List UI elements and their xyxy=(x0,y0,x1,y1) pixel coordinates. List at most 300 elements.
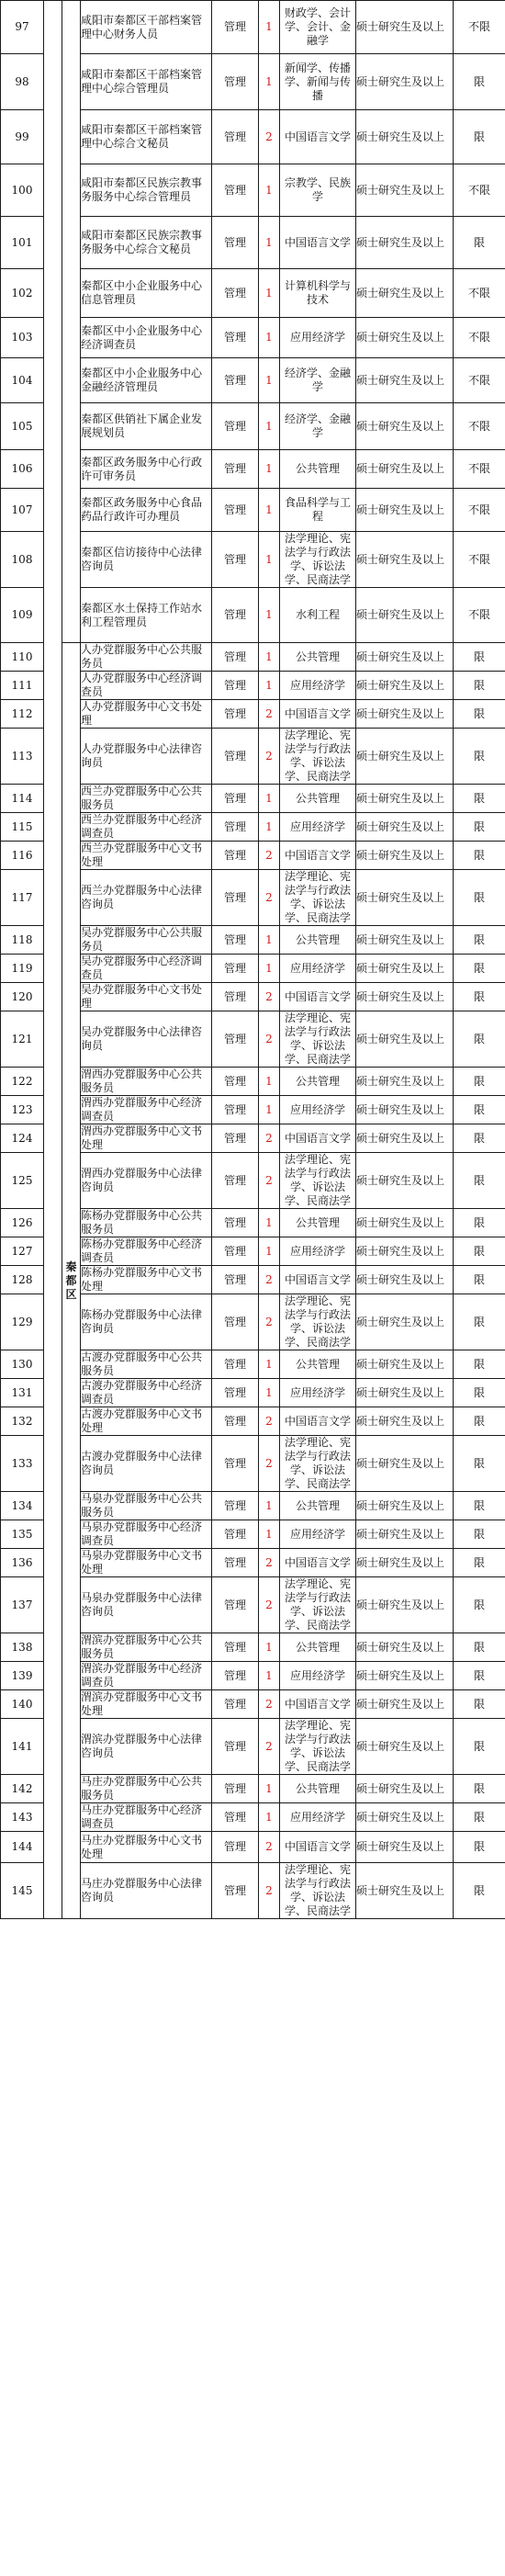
hiring-count-cell: 1 xyxy=(259,955,280,983)
position-type-cell: 管理 xyxy=(212,1068,259,1096)
major-requirement-cell: 中国语言文学 xyxy=(280,1549,356,1577)
hiring-count-cell: 2 xyxy=(259,1549,280,1577)
major-requirement-cell: 应用经济学 xyxy=(280,1520,356,1549)
hiring-count-cell: 1 xyxy=(259,318,280,358)
position-type-cell: 管理 xyxy=(212,1436,259,1492)
hiring-count-cell: 1 xyxy=(259,1209,280,1237)
position-name-cell: 咸阳市秦都区民族宗教事务服务中心综合文秘员 xyxy=(81,217,212,269)
restriction-cell: 不限 xyxy=(454,164,505,217)
hiring-count-cell: 1 xyxy=(259,1379,280,1407)
degree-requirement-cell: 硕士研究生及以上 xyxy=(356,217,454,269)
restriction-cell: 限 xyxy=(454,1436,505,1492)
hiring-count-cell: 1 xyxy=(259,1662,280,1690)
major-requirement-cell: 公共管理 xyxy=(280,1492,356,1520)
degree-requirement-cell: 硕士研究生及以上 xyxy=(356,1775,454,1803)
row-number-cell: 114 xyxy=(1,785,44,813)
position-name-cell: 人办党群服务中心文书处理 xyxy=(81,700,212,729)
position-name-cell: 秦都区政务服务中心食品药品行政许可办理员 xyxy=(81,489,212,532)
hiring-count-cell: 1 xyxy=(259,1237,280,1266)
restriction-cell: 不限 xyxy=(454,1,505,54)
degree-requirement-cell: 硕士研究生及以上 xyxy=(356,269,454,318)
hiring-count-cell: 1 xyxy=(259,672,280,700)
restriction-cell: 限 xyxy=(454,1011,505,1068)
position-type-cell: 管理 xyxy=(212,1690,259,1719)
major-requirement-cell: 应用经济学 xyxy=(280,813,356,842)
restriction-cell: 限 xyxy=(454,217,505,269)
position-type-cell: 管理 xyxy=(212,955,259,983)
position-name-cell: 秦都区中小企业服务中心金融经济管理员 xyxy=(81,358,212,403)
major-requirement-cell: 应用经济学 xyxy=(280,1379,356,1407)
degree-requirement-cell: 硕士研究生及以上 xyxy=(356,1492,454,1520)
major-requirement-cell: 应用经济学 xyxy=(280,1662,356,1690)
hiring-count-cell: 1 xyxy=(259,489,280,532)
degree-requirement-cell: 硕士研究生及以上 xyxy=(356,450,454,489)
row-number-cell: 118 xyxy=(1,926,44,955)
position-name-cell: 陈杨办党群服务中心公共服务员 xyxy=(81,1209,212,1237)
hiring-count-cell: 1 xyxy=(259,532,280,588)
row-number-cell: 119 xyxy=(1,955,44,983)
degree-requirement-cell: 硕士研究生及以上 xyxy=(356,1407,454,1436)
degree-requirement-cell: 硕士研究生及以上 xyxy=(356,1662,454,1690)
row-number-cell: 120 xyxy=(1,983,44,1011)
row-number-cell: 109 xyxy=(1,588,44,643)
position-name-cell: 陈杨办党群服务中心法律咨询员 xyxy=(81,1294,212,1350)
hiring-count-cell: 2 xyxy=(259,983,280,1011)
row-number-cell: 143 xyxy=(1,1803,44,1832)
restriction-cell: 限 xyxy=(454,110,505,164)
row-number-cell: 129 xyxy=(1,1294,44,1350)
position-type-cell: 管理 xyxy=(212,1350,259,1379)
major-requirement-cell: 中国语言文学 xyxy=(280,217,356,269)
row-number-cell: 124 xyxy=(1,1124,44,1153)
hiring-count-cell: 1 xyxy=(259,813,280,842)
major-requirement-cell: 水利工程 xyxy=(280,588,356,643)
major-requirement-cell: 公共管理 xyxy=(280,1350,356,1379)
position-name-cell: 渭滨办党群服务中心文书处理 xyxy=(81,1690,212,1719)
blank-column-cell xyxy=(44,1,62,1919)
hiring-count-cell: 2 xyxy=(259,1153,280,1209)
degree-requirement-cell: 硕士研究生及以上 xyxy=(356,785,454,813)
position-type-cell: 管理 xyxy=(212,1,259,54)
major-requirement-cell: 宗教学、民族学 xyxy=(280,164,356,217)
degree-requirement-cell: 硕士研究生及以上 xyxy=(356,1719,454,1775)
position-name-cell: 人办党群服务中心公共服务员 xyxy=(81,643,212,672)
restriction-cell: 限 xyxy=(454,1690,505,1719)
restriction-cell: 限 xyxy=(454,1719,505,1775)
row-number-cell: 127 xyxy=(1,1237,44,1266)
restriction-cell: 限 xyxy=(454,1124,505,1153)
position-name-cell: 秦都区中小企业服务中心信息管理员 xyxy=(81,269,212,318)
position-type-cell: 管理 xyxy=(212,588,259,643)
position-type-cell: 管理 xyxy=(212,1294,259,1350)
hiring-count-cell: 1 xyxy=(259,269,280,318)
position-type-cell: 管理 xyxy=(212,1096,259,1124)
hiring-count-cell: 2 xyxy=(259,1690,280,1719)
restriction-cell: 限 xyxy=(454,870,505,926)
position-name-cell: 西兰办党群服务中心公共服务员 xyxy=(81,785,212,813)
position-name-cell: 吴办党群服务中心文书处理 xyxy=(81,983,212,1011)
hiring-count-cell: 2 xyxy=(259,1124,280,1153)
degree-requirement-cell: 硕士研究生及以上 xyxy=(356,1436,454,1492)
degree-requirement-cell: 硕士研究生及以上 xyxy=(356,403,454,450)
row-number-cell: 138 xyxy=(1,1633,44,1662)
row-number-cell: 128 xyxy=(1,1266,44,1294)
hiring-count-cell: 1 xyxy=(259,588,280,643)
restriction-cell: 限 xyxy=(454,54,505,110)
restriction-cell: 限 xyxy=(454,1549,505,1577)
row-number-cell: 144 xyxy=(1,1832,44,1863)
degree-requirement-cell: 硕士研究生及以上 xyxy=(356,1832,454,1863)
position-name-cell: 渭西办党群服务中心经济调查员 xyxy=(81,1096,212,1124)
degree-requirement-cell: 硕士研究生及以上 xyxy=(356,1,454,54)
position-type-cell: 管理 xyxy=(212,403,259,450)
degree-requirement-cell: 硕士研究生及以上 xyxy=(356,358,454,403)
position-name-cell: 陈杨办党群服务中心经济调查员 xyxy=(81,1237,212,1266)
position-name-cell: 咸阳市秦都区民族宗教事务服务中心综合管理员 xyxy=(81,164,212,217)
restriction-cell: 限 xyxy=(454,1294,505,1350)
major-requirement-cell: 法学理论、宪法学与行政法学、诉讼法学、民商法学 xyxy=(280,1436,356,1492)
position-name-cell: 渭西办党群服务中心文书处理 xyxy=(81,1124,212,1153)
position-type-cell: 管理 xyxy=(212,1209,259,1237)
position-name-cell: 咸阳市秦都区干部档案管理中心综合文秘员 xyxy=(81,110,212,164)
degree-requirement-cell: 硕士研究生及以上 xyxy=(356,110,454,164)
restriction-cell: 限 xyxy=(454,1863,505,1919)
restriction-cell: 不限 xyxy=(454,532,505,588)
position-type-cell: 管理 xyxy=(212,672,259,700)
position-type-cell: 管理 xyxy=(212,269,259,318)
degree-requirement-cell: 硕士研究生及以上 xyxy=(356,1803,454,1832)
restriction-cell: 限 xyxy=(454,1775,505,1803)
row-number-cell: 97 xyxy=(1,1,44,54)
position-name-cell: 咸阳市秦都区干部档案管理中心财务人员 xyxy=(81,1,212,54)
restriction-cell: 限 xyxy=(454,1520,505,1549)
position-name-cell: 渭西办党群服务中心法律咨询员 xyxy=(81,1153,212,1209)
row-number-cell: 102 xyxy=(1,269,44,318)
position-name-cell: 人办党群服务中心法律咨询员 xyxy=(81,729,212,785)
major-requirement-cell: 法学理论、宪法学与行政法学、诉讼法学、民商法学 xyxy=(280,1011,356,1068)
major-requirement-cell: 法学理论、宪法学与行政法学、诉讼法学、民商法学 xyxy=(280,1577,356,1633)
restriction-cell: 限 xyxy=(454,1237,505,1266)
degree-requirement-cell: 硕士研究生及以上 xyxy=(356,1153,454,1209)
degree-requirement-cell: 硕士研究生及以上 xyxy=(356,1379,454,1407)
position-type-cell: 管理 xyxy=(212,1803,259,1832)
position-type-cell: 管理 xyxy=(212,1153,259,1209)
restriction-cell: 限 xyxy=(454,1209,505,1237)
degree-requirement-cell: 硕士研究生及以上 xyxy=(356,1209,454,1237)
degree-requirement-cell: 硕士研究生及以上 xyxy=(356,532,454,588)
restriction-cell: 限 xyxy=(454,643,505,672)
position-name-cell: 古渡办党群服务中心公共服务员 xyxy=(81,1350,212,1379)
degree-requirement-cell: 硕士研究生及以上 xyxy=(356,1549,454,1577)
position-type-cell: 管理 xyxy=(212,1633,259,1662)
region-cell-upper xyxy=(62,1,81,643)
row-number-cell: 123 xyxy=(1,1096,44,1124)
row-number-cell: 137 xyxy=(1,1577,44,1633)
degree-requirement-cell: 硕士研究生及以上 xyxy=(356,672,454,700)
row-number-cell: 105 xyxy=(1,403,44,450)
row-number-cell: 130 xyxy=(1,1350,44,1379)
row-number-cell: 134 xyxy=(1,1492,44,1520)
hiring-count-cell: 2 xyxy=(259,870,280,926)
major-requirement-cell: 财政学、会计学、会计、金融学 xyxy=(280,1,356,54)
degree-requirement-cell: 硕士研究生及以上 xyxy=(356,1096,454,1124)
hiring-count-cell: 2 xyxy=(259,1294,280,1350)
major-requirement-cell: 应用经济学 xyxy=(280,955,356,983)
position-type-cell: 管理 xyxy=(212,358,259,403)
row-number-cell: 135 xyxy=(1,1520,44,1549)
degree-requirement-cell: 硕士研究生及以上 xyxy=(356,1011,454,1068)
position-type-cell: 管理 xyxy=(212,1863,259,1919)
row-number-cell: 125 xyxy=(1,1153,44,1209)
major-requirement-cell: 公共管理 xyxy=(280,643,356,672)
hiring-count-cell: 1 xyxy=(259,926,280,955)
row-number-cell: 116 xyxy=(1,842,44,870)
hiring-count-cell: 2 xyxy=(259,700,280,729)
row-number-cell: 131 xyxy=(1,1379,44,1407)
position-type-cell: 管理 xyxy=(212,1775,259,1803)
position-type-cell: 管理 xyxy=(212,532,259,588)
major-requirement-cell: 公共管理 xyxy=(280,926,356,955)
position-type-cell: 管理 xyxy=(212,164,259,217)
position-name-cell: 渭滨办党群服务中心法律咨询员 xyxy=(81,1719,212,1775)
degree-requirement-cell: 硕士研究生及以上 xyxy=(356,588,454,643)
position-type-cell: 管理 xyxy=(212,1832,259,1863)
restriction-cell: 限 xyxy=(454,1350,505,1379)
row-number-cell: 100 xyxy=(1,164,44,217)
degree-requirement-cell: 硕士研究生及以上 xyxy=(356,643,454,672)
restriction-cell: 限 xyxy=(454,1577,505,1633)
row-number-cell: 117 xyxy=(1,870,44,926)
restriction-cell: 限 xyxy=(454,1096,505,1124)
row-number-cell: 113 xyxy=(1,729,44,785)
degree-requirement-cell: 硕士研究生及以上 xyxy=(356,1520,454,1549)
hiring-count-cell: 1 xyxy=(259,1633,280,1662)
restriction-cell: 限 xyxy=(454,1379,505,1407)
hiring-count-cell: 1 xyxy=(259,54,280,110)
position-name-cell: 渭滨办党群服务中心公共服务员 xyxy=(81,1633,212,1662)
position-type-cell: 管理 xyxy=(212,643,259,672)
degree-requirement-cell: 硕士研究生及以上 xyxy=(356,1237,454,1266)
hiring-count-cell: 2 xyxy=(259,1011,280,1068)
row-number-cell: 122 xyxy=(1,1068,44,1096)
position-name-cell: 古渡办党群服务中心法律咨询员 xyxy=(81,1436,212,1492)
hiring-count-cell: 2 xyxy=(259,1863,280,1919)
restriction-cell: 限 xyxy=(454,926,505,955)
position-name-cell: 马庄办党群服务中心经济调查员 xyxy=(81,1803,212,1832)
restriction-cell: 限 xyxy=(454,1492,505,1520)
hiring-count-cell: 2 xyxy=(259,1719,280,1775)
row-number-cell: 98 xyxy=(1,54,44,110)
position-type-cell: 管理 xyxy=(212,450,259,489)
row-number-cell: 132 xyxy=(1,1407,44,1436)
degree-requirement-cell: 硕士研究生及以上 xyxy=(356,1577,454,1633)
position-name-cell: 渭滨办党群服务中心经济调查员 xyxy=(81,1662,212,1690)
row-number-cell: 140 xyxy=(1,1690,44,1719)
restriction-cell: 限 xyxy=(454,1266,505,1294)
restriction-cell: 限 xyxy=(454,813,505,842)
major-requirement-cell: 公共管理 xyxy=(280,1209,356,1237)
major-requirement-cell: 应用经济学 xyxy=(280,1803,356,1832)
major-requirement-cell: 应用经济学 xyxy=(280,1096,356,1124)
degree-requirement-cell: 硕士研究生及以上 xyxy=(356,955,454,983)
hiring-count-cell: 1 xyxy=(259,1520,280,1549)
position-name-cell: 秦都区政务服务中心行政许可审务员 xyxy=(81,450,212,489)
row-number-cell: 136 xyxy=(1,1549,44,1577)
major-requirement-cell: 法学理论、宪法学与行政法学、诉讼法学、民商法学 xyxy=(280,729,356,785)
degree-requirement-cell: 硕士研究生及以上 xyxy=(356,1068,454,1096)
degree-requirement-cell: 硕士研究生及以上 xyxy=(356,1294,454,1350)
major-requirement-cell: 法学理论、宪法学与行政法学、诉讼法学、民商法学 xyxy=(280,870,356,926)
hiring-count-cell: 1 xyxy=(259,1068,280,1096)
position-type-cell: 管理 xyxy=(212,813,259,842)
major-requirement-cell: 食品科学与工程 xyxy=(280,489,356,532)
major-requirement-cell: 应用经济学 xyxy=(280,1237,356,1266)
position-type-cell: 管理 xyxy=(212,1520,259,1549)
row-number-cell: 104 xyxy=(1,358,44,403)
position-type-cell: 管理 xyxy=(212,217,259,269)
major-requirement-cell: 中国语言文学 xyxy=(280,1690,356,1719)
restriction-cell: 不限 xyxy=(454,489,505,532)
hiring-count-cell: 2 xyxy=(259,1266,280,1294)
degree-requirement-cell: 硕士研究生及以上 xyxy=(356,813,454,842)
major-requirement-cell: 公共管理 xyxy=(280,1633,356,1662)
hiring-count-cell: 2 xyxy=(259,1832,280,1863)
position-name-cell: 吴办党群服务中心法律咨询员 xyxy=(81,1011,212,1068)
hiring-count-cell: 1 xyxy=(259,785,280,813)
position-name-cell: 秦都区水土保持工作站水利工程管理员 xyxy=(81,588,212,643)
major-requirement-cell: 中国语言文学 xyxy=(280,700,356,729)
position-name-cell: 马泉办党群服务中心经济调查员 xyxy=(81,1520,212,1549)
row-number-cell: 106 xyxy=(1,450,44,489)
position-type-cell: 管理 xyxy=(212,1577,259,1633)
restriction-cell: 不限 xyxy=(454,318,505,358)
position-type-cell: 管理 xyxy=(212,729,259,785)
row-number-cell: 126 xyxy=(1,1209,44,1237)
position-name-cell: 马庄办党群服务中心公共服务员 xyxy=(81,1775,212,1803)
position-type-cell: 管理 xyxy=(212,1492,259,1520)
hiring-count-cell: 1 xyxy=(259,403,280,450)
position-type-cell: 管理 xyxy=(212,110,259,164)
row-number-cell: 107 xyxy=(1,489,44,532)
positions-table-body xyxy=(1,1,505,1919)
degree-requirement-cell: 硕士研究生及以上 xyxy=(356,983,454,1011)
degree-requirement-cell: 硕士研究生及以上 xyxy=(356,1266,454,1294)
position-name-cell: 咸阳市秦都区干部档案管理中心综合管理员 xyxy=(81,54,212,110)
restriction-cell: 限 xyxy=(454,1407,505,1436)
row-number-cell: 121 xyxy=(1,1011,44,1068)
position-name-cell: 秦都区中小企业服务中心经济调查员 xyxy=(81,318,212,358)
major-requirement-cell: 法学理论、宪法学与行政法学、诉讼法学、民商法学 xyxy=(280,1719,356,1775)
major-requirement-cell: 计算机科学与技术 xyxy=(280,269,356,318)
major-requirement-cell: 公共管理 xyxy=(280,1775,356,1803)
position-name-cell: 人办党群服务中心经济调查员 xyxy=(81,672,212,700)
hiring-count-cell: 2 xyxy=(259,1577,280,1633)
major-requirement-cell: 经济学、金融学 xyxy=(280,358,356,403)
hiring-count-cell: 2 xyxy=(259,1436,280,1492)
position-type-cell: 管理 xyxy=(212,1379,259,1407)
restriction-cell: 限 xyxy=(454,785,505,813)
position-type-cell: 管理 xyxy=(212,318,259,358)
position-type-cell: 管理 xyxy=(212,1407,259,1436)
restriction-cell: 不限 xyxy=(454,358,505,403)
degree-requirement-cell: 硕士研究生及以上 xyxy=(356,926,454,955)
position-name-cell: 马泉办党群服务中心文书处理 xyxy=(81,1549,212,1577)
position-type-cell: 管理 xyxy=(212,983,259,1011)
degree-requirement-cell: 硕士研究生及以上 xyxy=(356,870,454,926)
degree-requirement-cell: 硕士研究生及以上 xyxy=(356,1350,454,1379)
hiring-count-cell: 1 xyxy=(259,217,280,269)
row-number-cell: 99 xyxy=(1,110,44,164)
position-name-cell: 马泉办党群服务中心法律咨询员 xyxy=(81,1577,212,1633)
position-type-cell: 管理 xyxy=(212,1124,259,1153)
hiring-count-cell: 2 xyxy=(259,842,280,870)
table-row xyxy=(1,1,505,54)
major-requirement-cell: 中国语言文学 xyxy=(280,842,356,870)
position-type-cell: 管理 xyxy=(212,926,259,955)
major-requirement-cell: 公共管理 xyxy=(280,450,356,489)
hiring-count-cell: 2 xyxy=(259,1407,280,1436)
row-number-cell: 115 xyxy=(1,813,44,842)
degree-requirement-cell: 硕士研究生及以上 xyxy=(356,842,454,870)
restriction-cell: 限 xyxy=(454,842,505,870)
hiring-count-cell: 1 xyxy=(259,1350,280,1379)
position-name-cell: 西兰办党群服务中心法律咨询员 xyxy=(81,870,212,926)
degree-requirement-cell: 硕士研究生及以上 xyxy=(356,489,454,532)
position-name-cell: 古渡办党群服务中心文书处理 xyxy=(81,1407,212,1436)
row-number-cell: 111 xyxy=(1,672,44,700)
hiring-count-cell: 1 xyxy=(259,358,280,403)
restriction-cell: 限 xyxy=(454,955,505,983)
hiring-count-cell: 1 xyxy=(259,1,280,54)
table-row xyxy=(1,643,505,672)
degree-requirement-cell: 硕士研究生及以上 xyxy=(356,164,454,217)
hiring-count-cell: 1 xyxy=(259,1096,280,1124)
restriction-cell: 限 xyxy=(454,1068,505,1096)
major-requirement-cell: 法学理论、宪法学与行政法学、诉讼法学、民商法学 xyxy=(280,1153,356,1209)
degree-requirement-cell: 硕士研究生及以上 xyxy=(356,1690,454,1719)
row-number-cell: 108 xyxy=(1,532,44,588)
major-requirement-cell: 经济学、金融学 xyxy=(280,403,356,450)
restriction-cell: 限 xyxy=(454,983,505,1011)
position-type-cell: 管理 xyxy=(212,700,259,729)
hiring-count-cell: 1 xyxy=(259,450,280,489)
major-requirement-cell: 应用经济学 xyxy=(280,672,356,700)
restriction-cell: 限 xyxy=(454,729,505,785)
restriction-cell: 不限 xyxy=(454,450,505,489)
row-number-cell: 112 xyxy=(1,700,44,729)
degree-requirement-cell: 硕士研究生及以上 xyxy=(356,1863,454,1919)
position-name-cell: 秦都区供销社下属企业发展规划员 xyxy=(81,403,212,450)
degree-requirement-cell: 硕士研究生及以上 xyxy=(356,700,454,729)
row-number-cell: 133 xyxy=(1,1436,44,1492)
degree-requirement-cell: 硕士研究生及以上 xyxy=(356,729,454,785)
restriction-cell: 限 xyxy=(454,1662,505,1690)
position-type-cell: 管理 xyxy=(212,489,259,532)
row-number-cell: 142 xyxy=(1,1775,44,1803)
position-type-cell: 管理 xyxy=(212,1719,259,1775)
row-number-cell: 141 xyxy=(1,1719,44,1775)
hiring-count-cell: 1 xyxy=(259,1803,280,1832)
row-number-cell: 110 xyxy=(1,643,44,672)
restriction-cell: 限 xyxy=(454,672,505,700)
degree-requirement-cell: 硕士研究生及以上 xyxy=(356,54,454,110)
degree-requirement-cell: 硕士研究生及以上 xyxy=(356,1633,454,1662)
position-type-cell: 管理 xyxy=(212,54,259,110)
degree-requirement-cell: 硕士研究生及以上 xyxy=(356,1124,454,1153)
restriction-cell: 限 xyxy=(454,1803,505,1832)
major-requirement-cell: 法学理论、宪法学与行政法学、诉讼法学、民商法学 xyxy=(280,532,356,588)
major-requirement-cell: 新闻学、传播学、新闻与传播 xyxy=(280,54,356,110)
